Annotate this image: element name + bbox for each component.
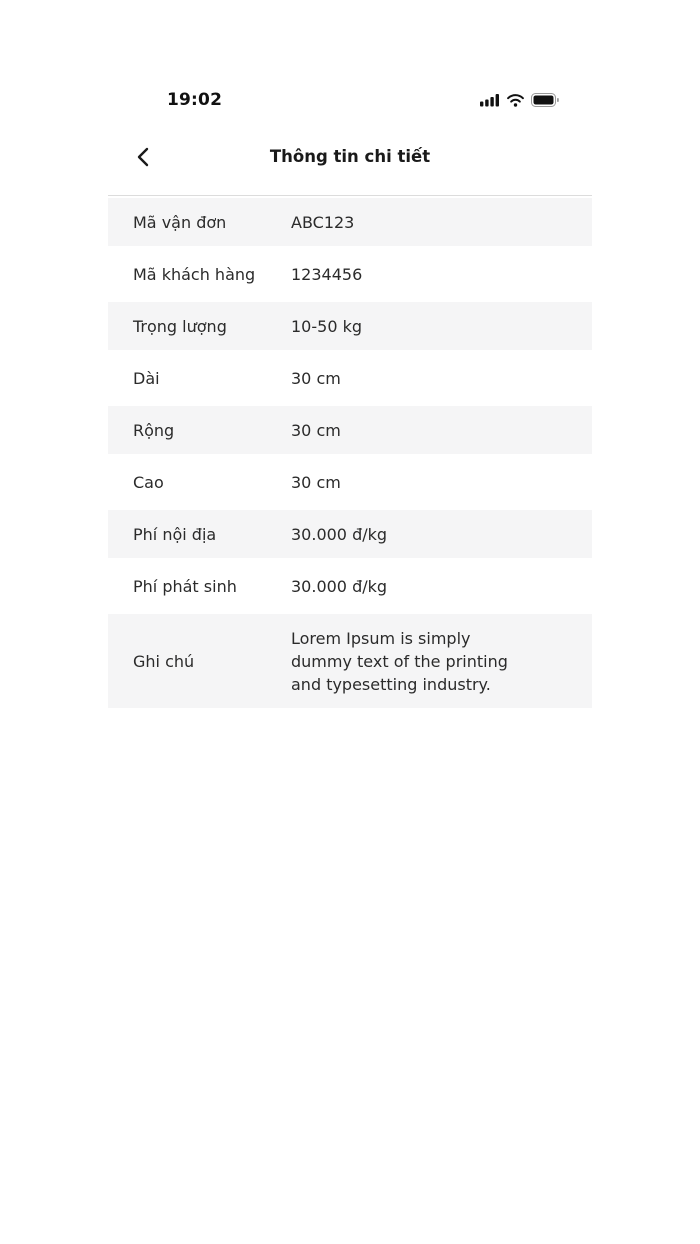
page-title: Thông tin chi tiết — [269, 147, 431, 166]
row-value: Lorem Ipsum is simply dummy text of the printing and typesetting industry. — [291, 628, 508, 694]
table-row — [108, 560, 592, 612]
details-table — [108, 196, 592, 710]
status-icons — [480, 93, 559, 107]
app-screen — [108, 0, 592, 1244]
header — [108, 143, 592, 173]
table-row — [108, 300, 592, 352]
table-row — [108, 404, 592, 456]
wifi-icon — [506, 93, 525, 107]
battery-icon — [531, 93, 559, 107]
status-time: 19:02 — [167, 90, 223, 110]
row-value: 30 cm — [291, 472, 341, 492]
row-label: Rộng — [133, 420, 175, 440]
row-label: Phí phát sinh — [133, 576, 237, 596]
table-row — [108, 352, 592, 404]
row-label: Phí nội địa — [133, 524, 217, 544]
table-row — [108, 456, 592, 508]
table-row — [108, 196, 592, 248]
row-label: Cao — [133, 472, 164, 492]
row-label: Trọng lượng — [133, 316, 227, 336]
row-value: 30.000 đ/kg — [291, 576, 388, 596]
row-label: Mã vận đơn — [133, 212, 227, 232]
row-label: Ghi chú — [133, 651, 195, 671]
row-label: Dài — [133, 368, 160, 388]
row-value: 10-50 kg — [291, 316, 362, 336]
row-value: 1234456 — [291, 264, 363, 284]
row-value: 30 cm — [291, 420, 341, 440]
table-row — [108, 248, 592, 300]
row-value: ABC123 — [291, 212, 355, 232]
status-bar — [108, 88, 592, 114]
table-row — [108, 508, 592, 560]
table-row — [108, 612, 592, 710]
row-value: 30 cm — [291, 368, 341, 388]
row-value: 30.000 đ/kg — [291, 524, 388, 544]
cellular-signal-icon — [480, 93, 500, 107]
row-label: Mã khách hàng — [133, 264, 256, 284]
